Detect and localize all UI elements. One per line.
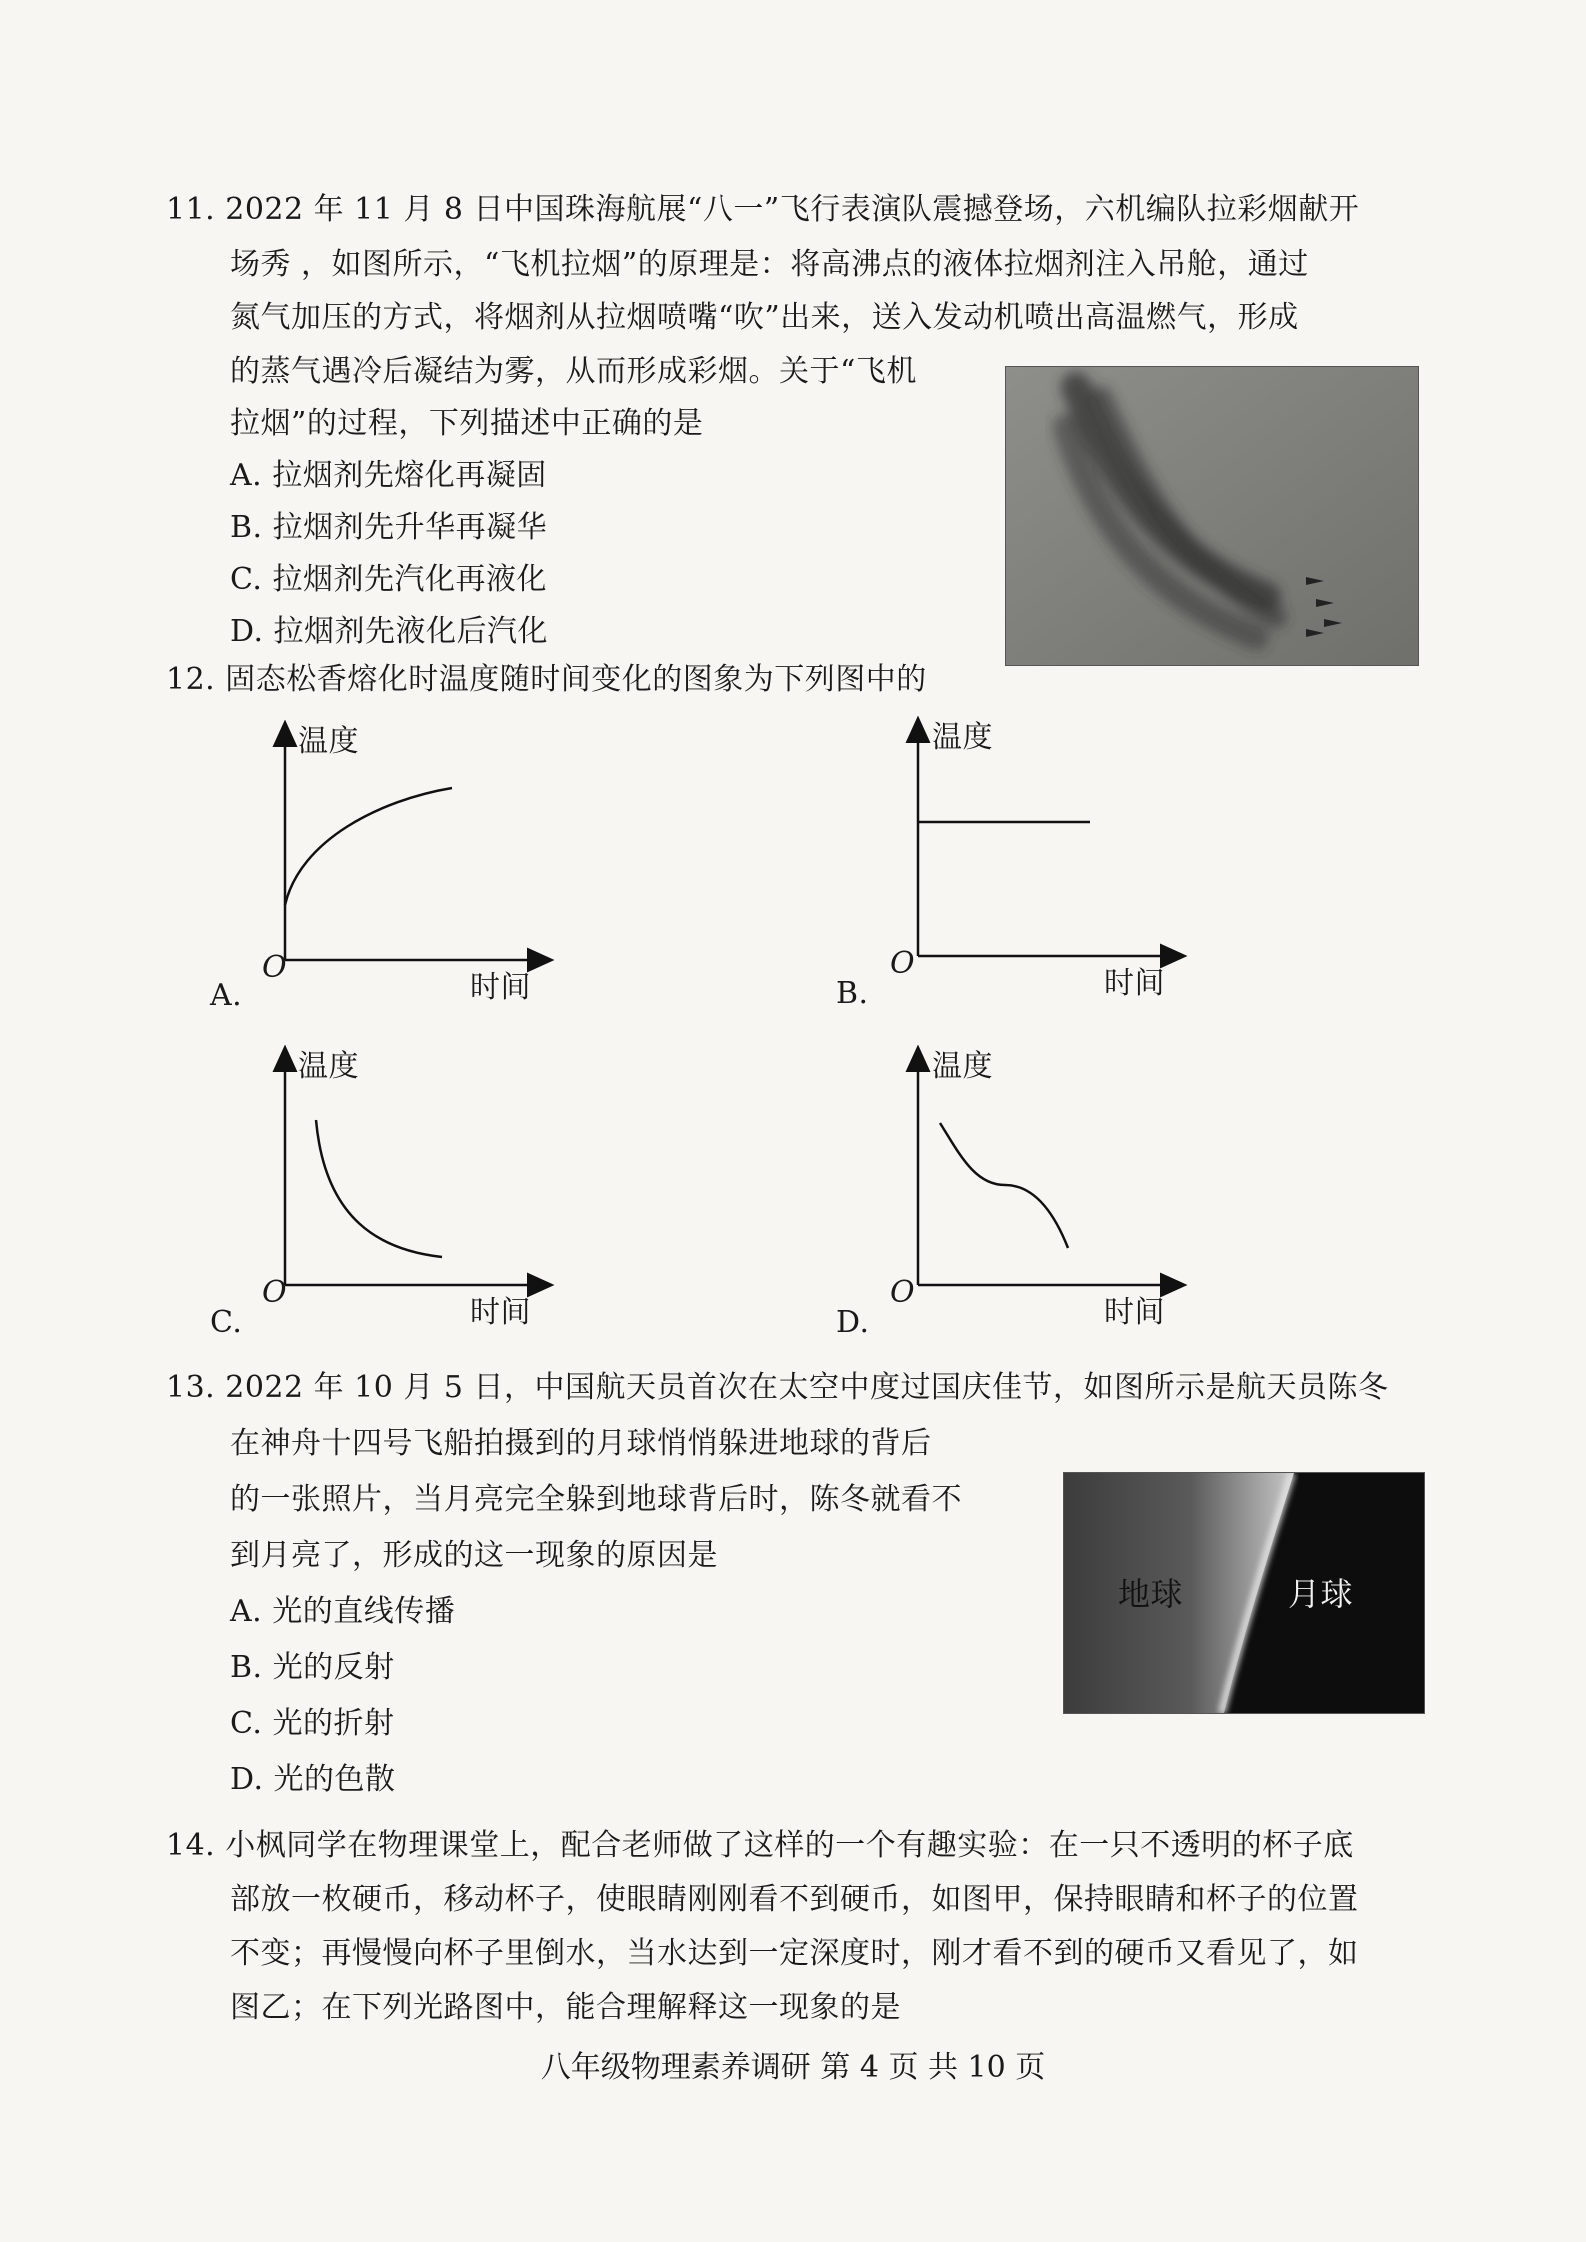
q11-line-3: 氮气加压的方式，将烟剂从拉烟喷嘴“吹”出来，送入发动机喷出高温燃气，形成 xyxy=(230,300,1299,335)
earth-label: 地球 xyxy=(1118,1575,1184,1613)
graph-c xyxy=(200,1045,580,1335)
temperature-curve xyxy=(940,1123,1068,1248)
q13-line-1: 13. 2022 年 10 月 5 日，中国航天员首次在太空中度过国庆佳节，如图所示是航天员陈冬 xyxy=(166,1370,1389,1405)
graph-c-origin: O xyxy=(262,1275,288,1310)
q14-line-4: 图乙；在下列光路图中，能合理解释这一现象的是 xyxy=(230,1990,901,2025)
q13-line-2: 在神舟十四号飞船拍摄到的月球悄悄躲进地球的背后 xyxy=(230,1426,932,1461)
q11-line-5: 拉烟”的过程，下列描述中正确的是 xyxy=(230,406,704,441)
moon-label: 月球 xyxy=(1288,1575,1354,1613)
graph-d-ylabel: 温度 xyxy=(932,1049,993,1084)
q13-option-b: B. 光的反射 xyxy=(230,1650,395,1685)
graph-b-ylabel: 温度 xyxy=(932,720,993,755)
graph-c-letter: C. xyxy=(210,1305,243,1340)
q13-option-a: A. 光的直线传播 xyxy=(230,1594,456,1629)
graph-a-xlabel: 时间 xyxy=(470,970,531,1005)
q11-option-a: A. 拉烟剂先熔化再凝固 xyxy=(230,458,547,493)
q13-option-c: C. 光的折射 xyxy=(230,1706,395,1741)
graph-d xyxy=(830,1045,1210,1335)
q11-option-b: B. 拉烟剂先升华再凝华 xyxy=(230,510,548,545)
graph-d-origin: O xyxy=(890,1275,916,1310)
q11-line-1: 11. 2022 年 11 月 8 日中国珠海航展“八一”飞行表演队震撼登场，六机编队拉彩烟献开 xyxy=(166,192,1360,227)
graph-b xyxy=(830,716,1210,1006)
graph-c-ylabel: 温度 xyxy=(298,1049,359,1084)
q14-line-3: 不变；再慢慢向杯子里倒水，当水达到一定深度时，刚才看不到的硬币又看见了，如 xyxy=(230,1936,1359,1971)
graph-b-origin: O xyxy=(890,946,916,981)
q13-option-d: D. 光的色散 xyxy=(230,1762,396,1797)
q11-option-c: C. 拉烟剂先汽化再液化 xyxy=(230,562,547,597)
q11-line-2: 场秀 ，如图所示，“飞机拉烟”的原理是：将高沸点的液体拉烟剂注入吊舱，通过 xyxy=(230,247,1309,282)
q11-line-4: 的蒸气遇冷后凝结为雾，从而形成彩烟。关于“飞机 xyxy=(230,354,917,389)
q11-option-d: D. 拉烟剂先液化后汽化 xyxy=(230,614,549,649)
airshow-smoke-photo xyxy=(1005,366,1419,666)
graph-a xyxy=(200,720,580,1010)
q14-line-2: 部放一枚硬币，移动杯子，使眼睛刚刚看不到硬币，如图甲，保持眼睛和杯子的位置 xyxy=(230,1882,1359,1917)
page-footer: 八年级物理素养调研 第 4 页 共 10 页 xyxy=(540,2050,1046,2085)
graph-b-letter: B. xyxy=(836,976,869,1011)
temperature-curve xyxy=(316,1120,442,1257)
graph-d-xlabel: 时间 xyxy=(1104,1295,1165,1330)
q12-stem: 12. 固态松香熔化时温度随时间变化的图象为下列图中的 xyxy=(166,662,927,697)
graph-a-letter: A. xyxy=(210,978,243,1013)
graph-a-ylabel: 温度 xyxy=(298,724,359,759)
temperature-curve xyxy=(285,788,452,905)
graph-c-xlabel: 时间 xyxy=(470,1295,531,1330)
graph-a-origin: O xyxy=(262,950,288,985)
q14-line-1: 14. 小枫同学在物理课堂上，配合老师做了这样的一个有趣实验：在一只不透明的杯子底 xyxy=(166,1828,1354,1863)
q13-line-4: 到月亮了，形成的这一现象的原因是 xyxy=(230,1538,718,1573)
graph-b-xlabel: 时间 xyxy=(1104,966,1165,1001)
q13-line-3: 的一张照片，当月亮完全躲到地球背后时，陈冬就看不 xyxy=(230,1482,962,1517)
graph-d-letter: D. xyxy=(836,1305,870,1340)
